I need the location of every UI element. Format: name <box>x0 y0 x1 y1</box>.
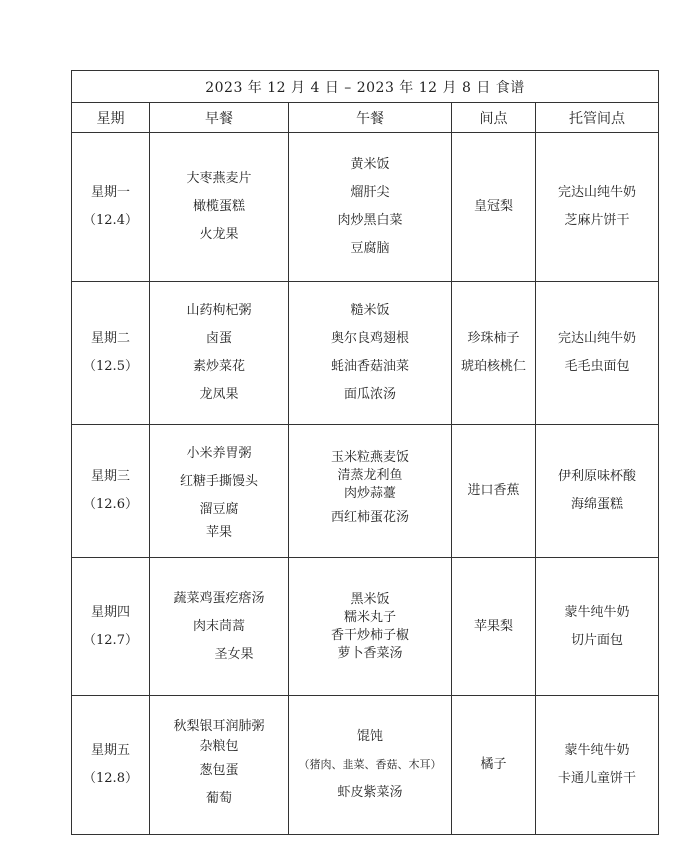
table-row <box>72 696 659 835</box>
menu-item: 卡通儿童饼干 <box>558 771 637 786</box>
header-row <box>72 103 659 133</box>
care-snack-cell <box>536 425 659 558</box>
menu-item: 玉米粒燕麦饭 <box>330 450 409 465</box>
day-cell <box>72 133 150 282</box>
menu-item: 豆腐脑 <box>350 241 390 256</box>
table-row <box>72 425 659 558</box>
header-weekday: 星期 <box>72 103 150 133</box>
menu-item: 珍珠柿子 <box>467 331 520 346</box>
day-date: （12.4） <box>83 213 138 228</box>
care-snack-cell <box>536 133 659 282</box>
breakfast-cell <box>150 282 289 425</box>
menu-item: 苹果梨 <box>473 618 513 634</box>
menu-item: 素炒菜花 <box>192 359 245 374</box>
menu-item: 杂粮包 <box>199 739 239 754</box>
menu-item: 萝卜香菜汤 <box>337 645 403 661</box>
menu-item: 清蒸龙利鱼 <box>337 468 403 483</box>
care-snack-cell <box>536 558 659 696</box>
menu-item: 葡萄 <box>205 791 232 806</box>
menu-item: 溜豆腐 <box>199 502 239 517</box>
menu-item: 卤蛋 <box>205 331 232 346</box>
menu-item: 肉炒蒜薹 <box>343 486 396 501</box>
lunch-cell <box>289 558 452 696</box>
menu-item: 肉炒黑白菜 <box>337 213 403 228</box>
menu-item: 蒙牛纯牛奶 <box>564 743 630 758</box>
menu-item: 馄饨 <box>356 729 383 744</box>
care-snack-cell <box>536 282 659 425</box>
menu-item: 秋梨银耳润肺粥 <box>173 719 265 734</box>
menu-table <box>71 70 659 835</box>
menu-item: 黄米饭 <box>350 157 390 172</box>
snack-cell <box>452 558 536 696</box>
table-row <box>72 282 659 425</box>
menu-item: 肉末茼蒿 <box>192 618 245 634</box>
care-snack-cell <box>536 696 659 835</box>
breakfast-cell <box>150 425 289 558</box>
menu-item: 山药枸杞粥 <box>186 303 252 318</box>
menu-item: 完达山纯牛奶 <box>558 185 637 200</box>
snack-cell <box>452 425 536 558</box>
menu-item: 切片面包 <box>571 632 624 648</box>
day-name: 星期四 <box>90 604 130 620</box>
menu-item: 芝麻片饼干 <box>564 213 630 228</box>
menu-item: 面瓜浓汤 <box>343 387 396 402</box>
lunch-cell <box>289 425 452 558</box>
day-cell <box>72 425 150 558</box>
menu-item: 奥尔良鸡翅根 <box>330 331 409 346</box>
breakfast-cell <box>150 696 289 835</box>
header-lunch: 午餐 <box>289 103 452 133</box>
day-cell <box>72 282 150 425</box>
menu-item: 琥珀核桃仁 <box>460 359 526 374</box>
menu-item: 橘子 <box>480 757 507 772</box>
day-date: （12.7） <box>83 632 138 648</box>
day-cell <box>72 558 150 696</box>
menu-item: 香干炒柿子椒 <box>330 627 409 643</box>
menu-item: 葱包蛋 <box>199 763 239 778</box>
day-date: （12.5） <box>83 359 138 374</box>
day-date: （12.6） <box>83 497 138 512</box>
menu-item: 大枣燕麦片 <box>186 171 252 186</box>
menu-item: 蒙牛纯牛奶 <box>564 604 630 620</box>
lunch-cell <box>289 282 452 425</box>
menu-item: 苹果 <box>205 525 232 540</box>
menu-item: 红糖手撕馒头 <box>179 474 258 489</box>
lunch-cell <box>289 133 452 282</box>
menu-item: 进口香蕉 <box>467 483 520 498</box>
menu-item: 小米养胃粥 <box>186 446 252 461</box>
header-breakfast: 早餐 <box>150 103 289 133</box>
menu-item: 黑米饭 <box>350 591 390 607</box>
menu-item: 火龙果 <box>199 227 239 242</box>
snack-cell <box>452 696 536 835</box>
table-row <box>72 133 659 282</box>
title-row <box>72 71 659 103</box>
menu-item-note: （猪肉、韭菜、香菇、木耳） <box>298 758 442 771</box>
menu-item: 糙米饭 <box>350 303 390 318</box>
day-name: 星期三 <box>90 469 130 484</box>
snack-cell <box>452 282 536 425</box>
table-row <box>72 558 659 696</box>
menu-item: 毛毛虫面包 <box>564 359 630 374</box>
menu-item: 伊利原味杯酸 <box>558 469 637 484</box>
menu-item: 皇冠梨 <box>473 199 513 214</box>
menu-item: 海绵蛋糕 <box>571 497 624 512</box>
menu-item: 龙凤果 <box>199 387 239 402</box>
lunch-cell <box>289 696 452 835</box>
menu-item: 圣女果 <box>214 646 254 662</box>
day-name: 星期一 <box>90 185 130 200</box>
header-snack: 间点 <box>452 103 536 133</box>
menu-item: 熘肝尖 <box>350 185 390 200</box>
menu-item: 虾皮紫菜汤 <box>337 785 403 800</box>
menu-item: 完达山纯牛奶 <box>558 331 637 346</box>
day-cell <box>72 696 150 835</box>
header-care-snack: 托管间点 <box>536 103 659 133</box>
breakfast-cell <box>150 558 289 696</box>
menu-item: 蔬菜鸡蛋疙瘩汤 <box>173 590 265 606</box>
menu-item: 蚝油香菇油菜 <box>330 359 409 374</box>
menu-title: 2023 年 12 月 4 日 – 2023 年 12 月 8 日 食谱 <box>72 71 659 103</box>
snack-cell <box>452 133 536 282</box>
day-name: 星期五 <box>90 743 130 758</box>
menu-item: 西红柿蛋花汤 <box>330 510 409 525</box>
day-name: 星期二 <box>90 331 130 346</box>
day-date: （12.8） <box>83 771 138 786</box>
breakfast-cell <box>150 133 289 282</box>
menu-item: 糯米丸子 <box>343 609 396 625</box>
menu-item: 橄榄蛋糕 <box>192 199 245 214</box>
